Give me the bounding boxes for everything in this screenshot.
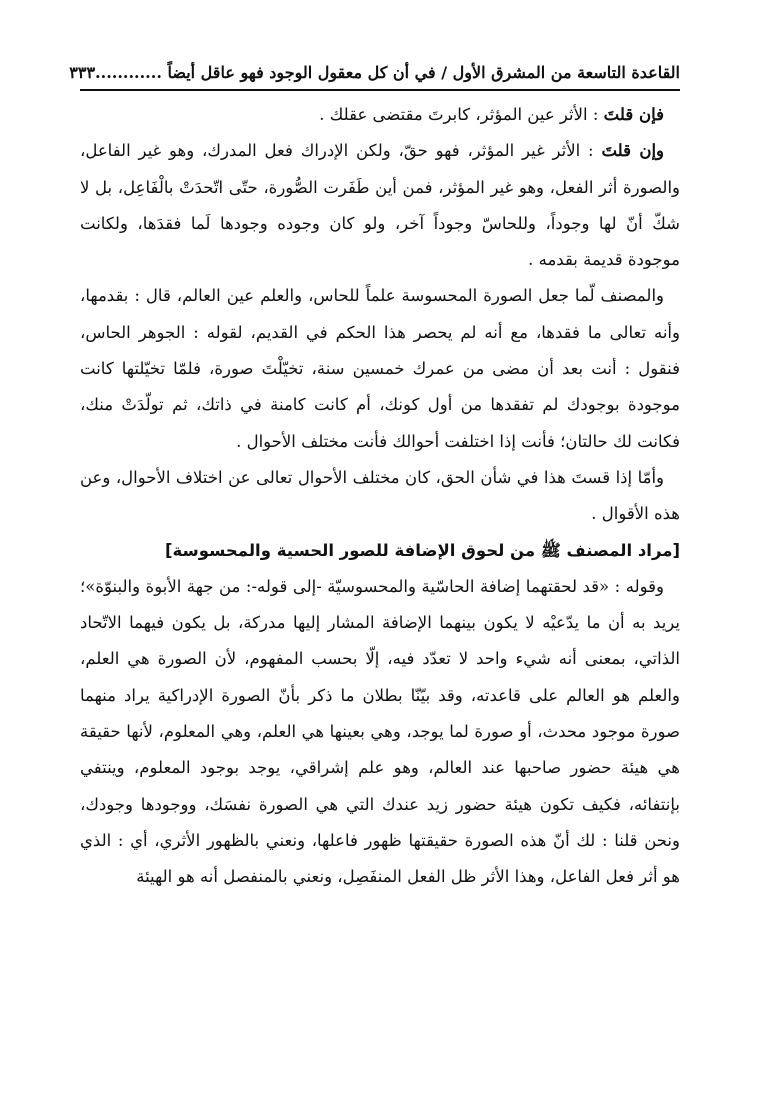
running-title: القاعدة التاسعة من المشرق الأول / في أن كل معقول الوجود فهو عاقل أيضاً ............ (95, 63, 680, 82)
paragraph-2-text: : الأثر غير المؤثر، فهو حقّ، ولكن الإدراك فعل المدرك، وهو غير الفاعل، والصورة أثر الفعل، وهو غير المؤثر، فمن أين طَفَرت الصُّورة، حتّى اتّحدَتْ بالْفَاعِل، بل لا شكّ أنّ لها وجوداً، وللحاسّ وجوداً آخر، ولو كان وجوده وجودها لَما فقدَها، ولكانت موجودة قديمة بقدمه . (80, 141, 680, 270)
page-number: ٣٣٣ (69, 63, 96, 82)
paragraph-1 (80, 97, 680, 133)
paragraph-1-lead: فإن قلتَ (603, 105, 664, 124)
paragraph-3: والمصنف لّما جعل الصورة المحسوسة علماً للحاس، والعلم عين العالم، قال : بقدمها، وأنه تعالى ما فقدها، مع أنه لم يحصر هذا الحكم في القديم، لقوله : الجوهر الحاس، فنقول : أنت بعد أن مضى من عمرك خمسين سنة، تخيّلْتَ صورة، فلمّا تخيّلتها كانت موجودة بوجودك لم تفقدها من أول كونك، أم كانت كامنة في ذاتك، ثم تولّدَتْ منك، فكانت لك حالتان؛ فأنت إذا اختلفت أحوالك فأنت مختلف الأحوال . (80, 286, 680, 451)
paragraph-2-lead: وإن قلتَ (601, 141, 664, 161)
section-heading: [مراد المصنف ﷺ من لحوق الإضافة للصور الحسية والمحسوسة] (164, 540, 680, 560)
header-divider (80, 89, 680, 91)
running-header (69, 60, 680, 89)
book-page (69, 60, 680, 1100)
paragraph-4: وأمّا إذا قستَ هذا في شأن الحق، كان مختلف الأحوال تعالى عن اختلاف الأحوال، وعن هذه الأقوال . (80, 467, 680, 524)
paragraph-5: وقوله : «قد لحقتهما إضافة الحاسّية والمحسوسيّة -إلى قوله-: من جهة الأبوة والبنوّة»؛ يريد به أن ما يدّعيْه لا يكون بينهما الإضافة المشار إليها مدركة، بل يكون فيهما الاتّحاد الذاتي، بمعنى أنه شيء واحد لا تعدّد فيه، إلّا بحسب المفهوم، لأن الصورة هي العلم، والعلم هو العالم على قاعدته، وقد بيّنّا بطلان ما ذكر بأنّ الصورة الإدراكية يراد منهما صورة موجود محدث، أو صورة لما يوجد، وهي بعينها هي العلم، وهي المعلوم، لأنها حقيقة هي هيئة حضور صاحبها عند العالم، وهو علم إشراقي، يوجد بوجود المعلوم، وينتفي بإنتفائه، فكيف تكون هيئة حضور زيد عندك التي هي الصورة نفسَك، ووجودها وجودك، ونحن قلنا : لك أنّ هذه الصورة حقيقتها ظهور فاعلها، ونعني بالظهور الأثري، أي : الذي هو أثر فعل الفاعل، وهذا الأثر ظل الفعل المنفَصِل، ونعني بالمنفصل أنه هو الهيئة (80, 576, 680, 887)
body-text (80, 97, 680, 896)
paragraph-2 (80, 133, 680, 278)
paragraph-1-text: : الأثر عين المؤثر، كابرتَ مقتضى عقلك . (319, 105, 604, 124)
